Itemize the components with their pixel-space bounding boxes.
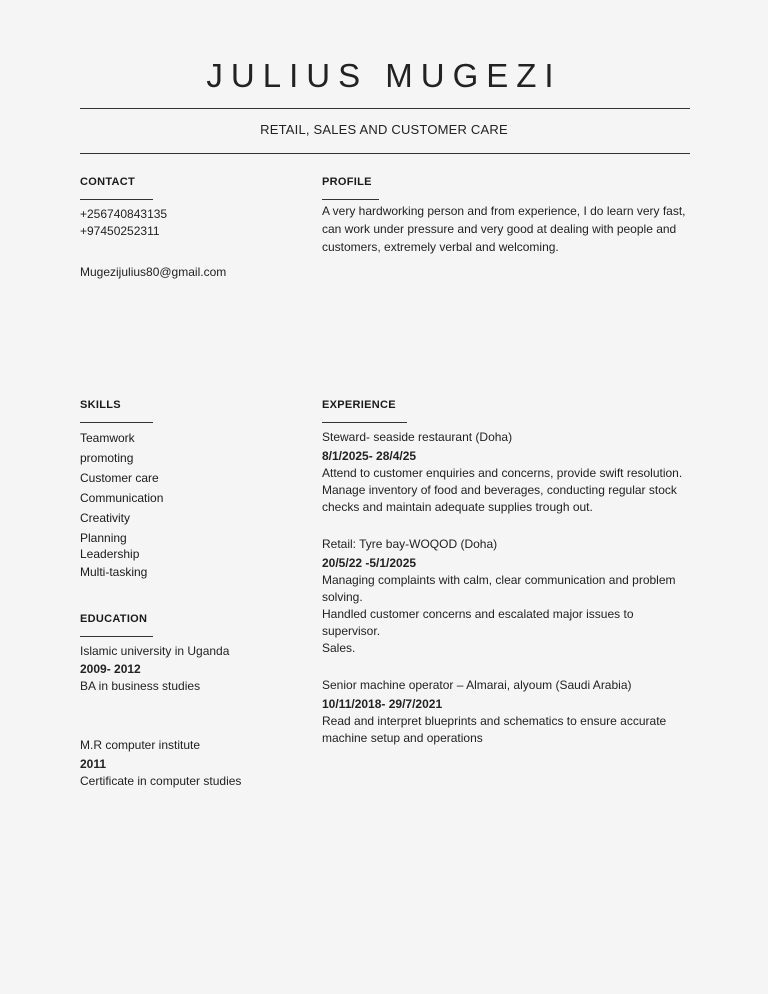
profile-underline [322,199,379,200]
experience-entry [322,429,692,516]
profile-section [322,176,692,256]
education-underline [80,636,153,637]
education-years: 2009- 2012 [80,662,141,676]
skills-underline [80,422,153,423]
contact-phone-2: +97450252311 [80,224,160,238]
candidate-name: JULIUS MUGEZI [206,57,562,94]
education-degree: Certificate in computer studies [80,774,242,788]
job-dates: 10/11/2018- 29/7/2021 [322,697,443,711]
experience-heading: EXPERIENCE [322,399,396,411]
skills-heading: SKILLS [80,399,121,411]
skills-section [80,399,280,582]
contact-heading: CONTACT [80,176,136,188]
contact-phone-1: +256740843135 [80,207,168,221]
experience-entry [322,677,692,747]
job-dates: 8/1/2025- 28/4/25 [322,449,417,463]
skill-item: Planning [80,531,127,545]
skill-item: Teamwork [80,431,135,445]
education-school: M.R computer institute [80,738,201,752]
job-duty: Managing complaints with calm, clear communication and problem solving. [322,573,676,604]
education-section [80,613,280,790]
skill-item: Multi-tasking [80,565,148,579]
profile-text: A very hardworking person and from experience, I do learn very fast, can work under pressure and very good at dealing with people and customers, extremely verbal and welcoming. [322,204,686,254]
skill-item: Communication [80,491,164,505]
contact-underline [80,199,153,200]
profile-heading: PROFILE [322,176,372,188]
job-title: Retail: Tyre bay-WOQOD (Doha) [322,537,498,551]
header-top-rule [80,108,690,109]
job-duty: Handled customer concerns and escalated major issues to supervisor. [322,607,634,638]
experience-section [322,399,692,747]
education-years: 2011 [80,757,107,771]
header-bottom-rule [80,153,690,154]
skill-item: Leadership [80,547,140,561]
job-duty: Manage inventory of food and beverages, conducting regular stock checks and maintain adequate supplies trough out. [322,483,677,514]
contact-email: Mugezijulius80@gmail.com [80,265,227,279]
job-dates: 20/5/22 -5/1/2025 [322,556,417,570]
tagline: RETAIL, SALES AND CUSTOMER CARE [260,122,508,137]
experience-entry [322,536,692,657]
job-title: Steward- seaside restaurant (Doha) [322,430,513,444]
experience-underline [322,422,407,423]
job-duty: Sales. [322,641,356,655]
education-school: Islamic university in Uganda [80,644,230,658]
skill-item: Customer care [80,471,159,485]
skill-item: promoting [80,451,134,465]
education-degree: BA in business studies [80,679,201,693]
skill-item: Creativity [80,511,131,525]
job-duty: Attend to customer enquiries and concerns, provide swift resolution. [322,466,683,480]
job-duty: Read and interpret blueprints and schematics to ensure accurate machine setup and operations [322,714,667,745]
education-heading: EDUCATION [80,613,148,625]
contact-section [80,176,280,281]
job-title: Senior machine operator – Almarai, alyoum (Saudi Arabia) [322,678,632,692]
